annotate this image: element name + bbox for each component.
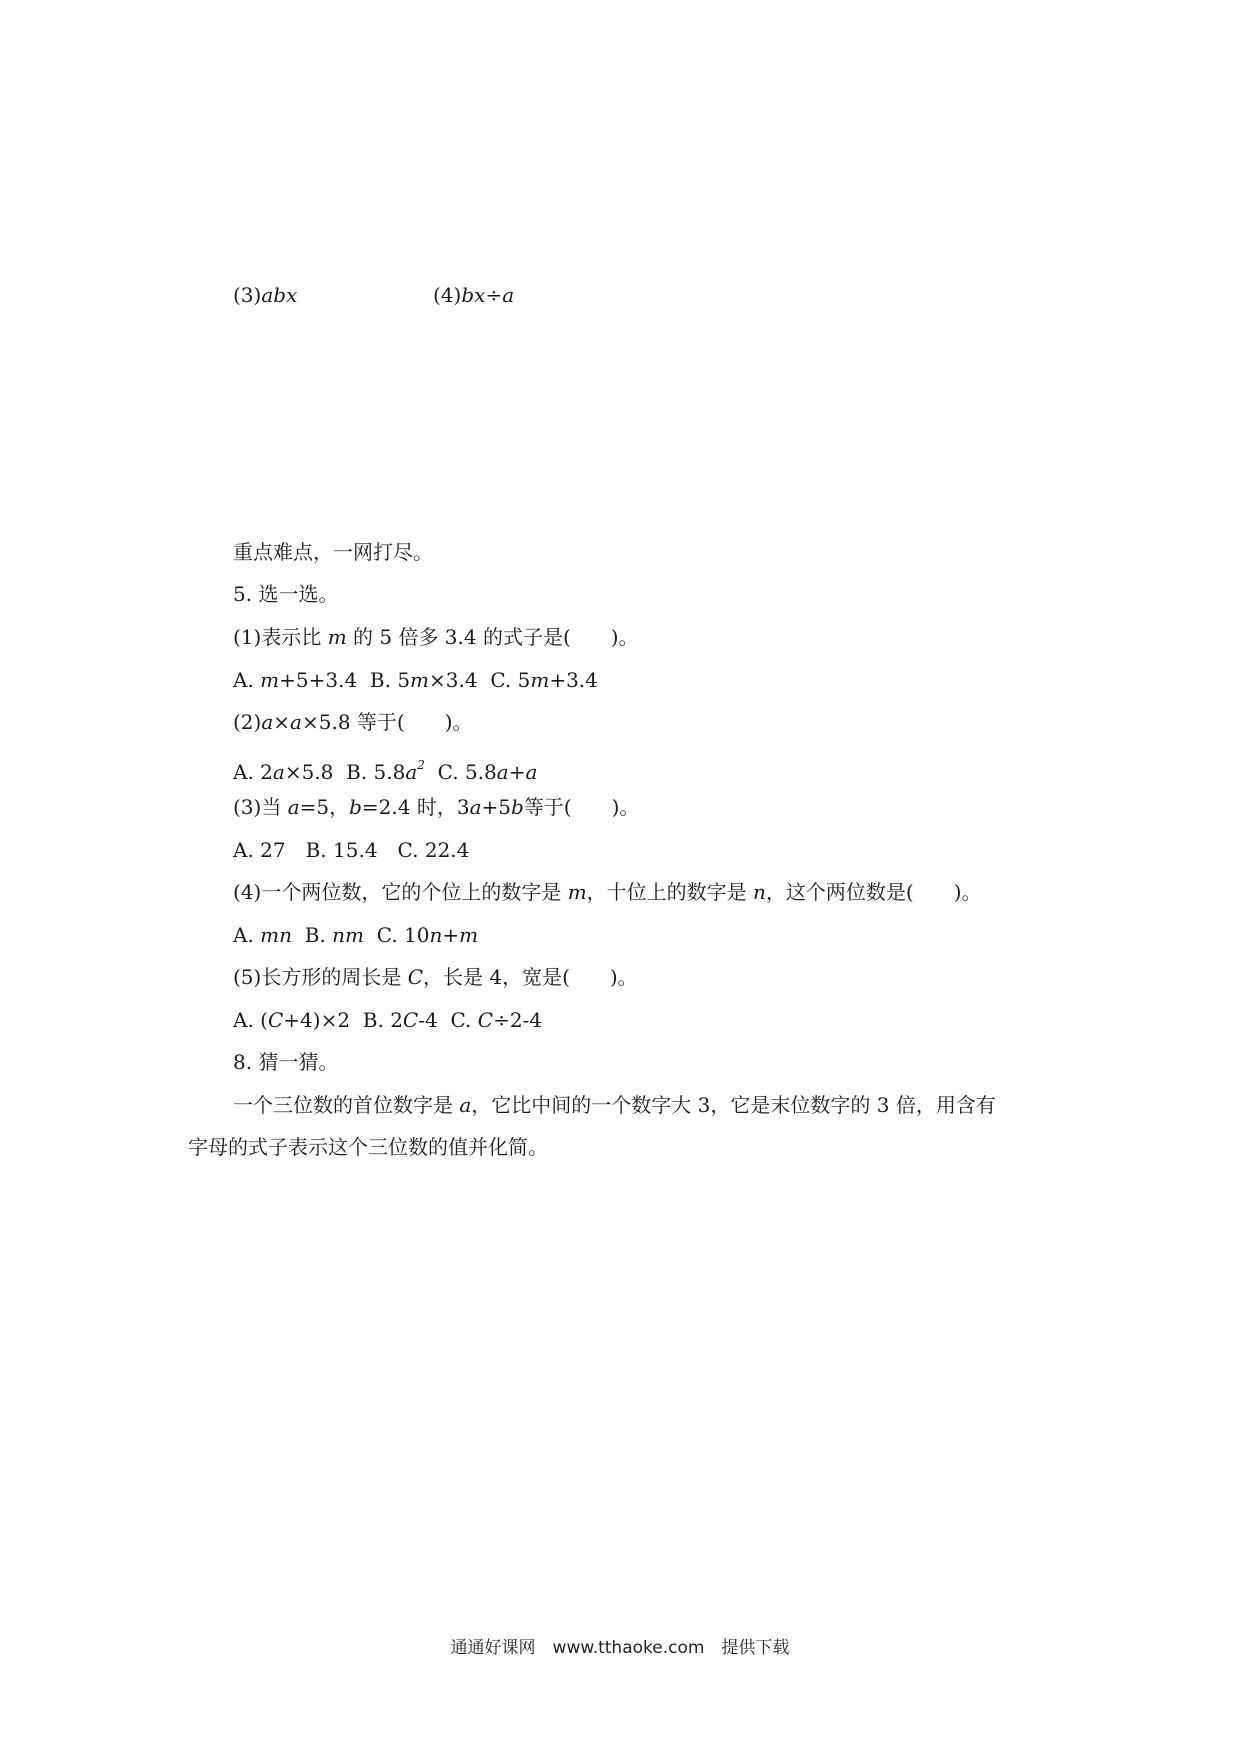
q5-part2-options [233, 751, 537, 786]
q5-p2-opt-a-var: a [272, 760, 285, 784]
item-3 [233, 281, 297, 309]
q5-p4-opt-b-val: nm [332, 923, 365, 947]
q5-p1-opt-b-label: B. 5 [369, 668, 411, 692]
q5-part1-options [233, 666, 598, 694]
q5-p5-pre: (5)长方形的周长是 [233, 965, 408, 989]
q5-p2-pre: (2) [233, 710, 262, 734]
q5-part5-stem [233, 963, 638, 991]
q5-p3-plus: +5 [481, 795, 511, 819]
q5-p4-var-n: n [753, 880, 766, 904]
q5-p2-mid: × [273, 710, 291, 734]
q8-body-line1 [233, 1091, 996, 1119]
q5-part1-stem [233, 623, 639, 651]
q5-part2-stem [233, 708, 473, 736]
q5-part4-options [233, 921, 478, 949]
q5-p5-opt-a-rest: +4)×2 [283, 1008, 351, 1032]
q5-p5-post: ，长是 4，宽是( )。 [423, 965, 638, 989]
q5-p2-var1: a [261, 710, 274, 734]
q5-p4-opt-c-var-m: m [459, 923, 479, 947]
q5-p1-opt-c-rest: +3.4 [549, 668, 598, 692]
q5-p2-opt-a-rest: ×5.8 [284, 760, 334, 784]
q8-body-line2: 字母的式子表示这个三位数的值并化简。 [188, 1135, 548, 1159]
q5-part3-stem [233, 793, 639, 821]
q5-p4-opt-b-label: B. [304, 923, 333, 947]
q5-p5-var-c: C [407, 965, 423, 989]
q5-p4-var-m: m [567, 880, 587, 904]
q8-title: 8. 猜一猜。 [233, 1050, 339, 1074]
q5-p1-pre: (1)表示比 [233, 625, 328, 649]
q5-p1-post: 的 5 倍多 3.4 的式子是( )。 [346, 625, 639, 649]
q5-p4-pre: (4)一个两位数，它的个位上的数字是 [233, 880, 568, 904]
q5-p1-opt-b-var: m [410, 668, 430, 692]
q5-part5-options [233, 1006, 542, 1034]
q5-p3-post: 等于( )。 [523, 795, 640, 819]
q5-p1-var: m [327, 625, 347, 649]
q5-part4-stem [233, 878, 982, 906]
q5-p3-var-a: a [287, 795, 300, 819]
q5-p4-opt-a-label: A. [233, 923, 261, 947]
q8-body1-post: ，它比中间的一个数字大 3，它是末位数字的 3 倍，用含有 [471, 1093, 996, 1117]
page-footer: 通通好课网 www.tthaoke.com 提供下载 [450, 1638, 790, 1658]
q5-p2-opt-c-plus: + [508, 760, 526, 784]
q5-p5-opt-a-label: A. ( [233, 1008, 268, 1032]
q5-p5-opt-b-label: B. 2 [362, 1008, 403, 1032]
q5-p3-pre: (3)当 [233, 795, 288, 819]
item-4 [433, 281, 514, 309]
q5-p2-opt-b-label: B. 5.8 [346, 760, 406, 784]
q5-p5-opt-c-label: C. [450, 1008, 478, 1032]
q5-p3-var-b: b [349, 795, 362, 819]
q8-body1-pre: 一个三位数的首位数字是 [233, 1093, 460, 1117]
item-3-number: (3) [233, 283, 262, 307]
section-heading: 重点难点，一网打尽。 [233, 540, 433, 564]
q5-p5-opt-b-rest: -4 [418, 1008, 438, 1032]
q5-p4-opt-a-val: mn [260, 923, 293, 947]
q5-p5-opt-c-rest: ÷2-4 [493, 1008, 543, 1032]
q5-part3-options: A. 27 B. 15.4 C. 22.4 [233, 838, 470, 862]
q5-p1-opt-a-label: A. [233, 668, 261, 692]
q5-p2-post: ×5.8 等于( )。 [301, 710, 473, 734]
q5-title: 5. 选一选。 [233, 582, 339, 606]
q5-p2-opt-a-label: A. 2 [233, 760, 273, 784]
q5-p5-opt-a-var: C [267, 1008, 284, 1032]
q5-p2-opt-c-var: a [496, 760, 509, 784]
q5-p5-opt-b-var: C [402, 1008, 419, 1032]
q5-p1-opt-c-label: C. 5 [490, 668, 531, 692]
q5-p2-opt-c-var2: a [525, 760, 538, 784]
q5-p4-mid: ，十位上的数字是 [586, 880, 754, 904]
q5-p1-opt-c-var: m [530, 668, 550, 692]
q5-p2-var2: a [290, 710, 302, 734]
q5-p3-eq2: =2.4 时，3 [361, 795, 470, 819]
q5-p3-eq1: =5， [299, 795, 350, 819]
q5-p3-var-b2: b [511, 795, 524, 819]
q5-p1-opt-a-rest: +5+3.4 [279, 668, 358, 692]
q5-p4-opt-c-label: C. 10 [376, 923, 430, 947]
q5-p4-post: ，这个两位数是( )。 [765, 880, 982, 904]
q5-p2-opt-b-var: a [405, 760, 418, 784]
item-3-expression: abx [261, 283, 298, 307]
item-4-var-a: a [502, 283, 515, 307]
item-4-operator: ÷ [485, 283, 503, 307]
q8-body1-var: a [459, 1093, 472, 1117]
q5-p5-opt-c-var: C [477, 1008, 494, 1032]
item-4-var-bx: bx [461, 283, 486, 307]
q5-p1-opt-a-var: m [260, 668, 280, 692]
q5-p2-opt-b-exponent: 2 [417, 758, 425, 772]
q5-p4-opt-c-var-n: n [429, 923, 443, 947]
q5-p4-opt-c-plus: + [442, 923, 460, 947]
q5-p2-opt-c-label: C. 5.8 [437, 760, 497, 784]
q5-p1-opt-b-rest: ×3.4 [429, 668, 478, 692]
item-4-number: (4) [433, 283, 462, 307]
q5-p3-var-a2: a [469, 795, 482, 819]
